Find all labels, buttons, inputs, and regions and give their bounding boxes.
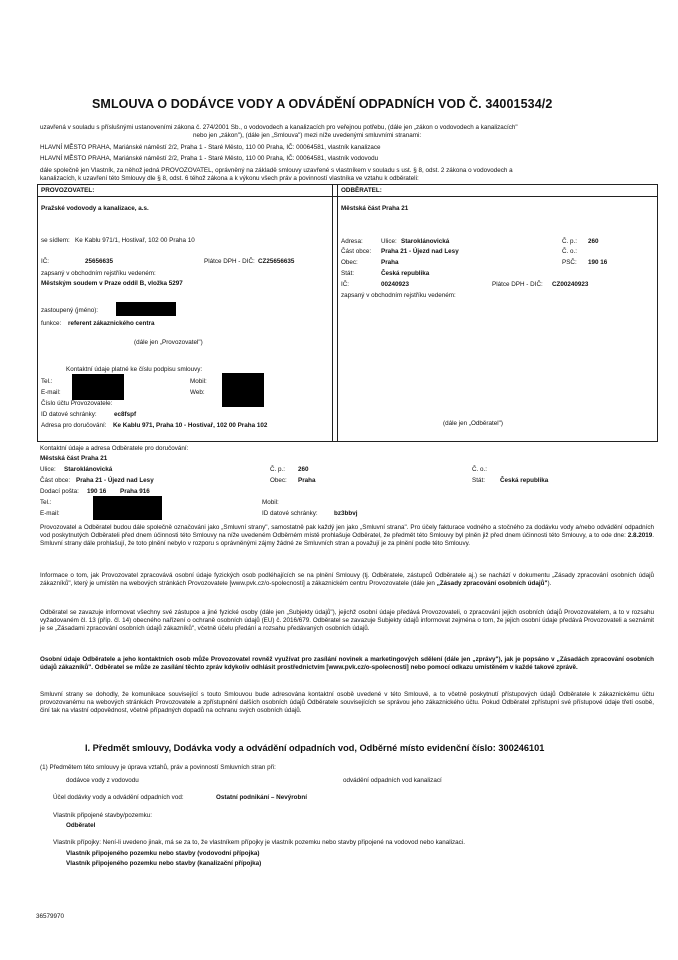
supply-water: dodávce vody z vodovodu [66,777,139,784]
customer-registry-label: zapsaný v obchodním rejstříku vedeném: [341,292,456,299]
customer-town-label: Obec: [341,259,358,266]
customer-dic: CZ00240923 [552,281,589,288]
delivery-part: Praha 21 - Újezd nad Lesy [76,477,154,484]
owner-sewer: HLAVNÍ MĚSTO PRAHA, Mariánské náměstí 2/2, Praha 1 - Staré Město, 110 00 Praha, IČ: 00064581, vlastník kanalizace [40,144,381,151]
delivery-tel-label: Tel.: [40,499,52,506]
provider-registry-label: zapsaný v obchodním rejstříku vedeném: [41,270,156,277]
provider-tel-label: Tel.: [41,378,53,385]
paragraph-parties: Provozovatel a Odběratel budou dále společně označováni jako „Smluvní strany", samostatně pak každý jen jako „Smluvní strana". Pro účely fakturace vodného a stočného za dodávku vody a/nebo odvádění odpadních vod poskytnutých Odběrateli před dnem účinnosti této Smlouvy na níže uvedeném Odběrném místě prohlašuje Odběratel, že předmět této Smlouvy byl plněn již před dnem účinnosti této Smlouvy, a to ode dne: 2.8.2019. Smluvní strany dále prohlašují, že toto plnění nebylo v rozporu s oprávněnými zájmy žádné ze Smluvních stran a považují je za plnění podle této Smlouvy. [40,524,654,547]
customer-dic-label: Plátce DPH - DIČ: [492,281,543,288]
customer-header: ODBĚRATEL: [341,187,382,194]
provider-dic: CZ25656635 [258,258,295,265]
customer-street: Staroklánovická [401,238,450,245]
delivery-state-label: Stát: [472,477,485,484]
provider-account-label: Číslo účtu Provozovatele: [41,400,113,407]
customer-cp-label: Č. p.: [562,238,578,245]
provider-name: Pražské vodovody a kanalizace, a.s. [41,205,149,212]
paragraph-data-subjects: Odběratel se zavazuje informovat všechny své zástupce a jiné fyzické osoby (dále jen „Subjekty údajů"), jejichž osobní údaje předává Provozovateli, o zpracování jejich osobních údajů Provozovatelem, a to v rozsahu vyžadovaném čl. 13 (příp. čl. 14) obecného nařízení o ochraně osobních údajů (EU) č. 2016/679. Odběratel se zavazuje Subjekty údajů informovat zejména o tom, že jejich osobní údaje předává Provozovateli a seznámit je se „Zásadami zpracování osobních údajů zákazníků", včetně účelu předání a rozsahu předávaných osobních údajů. [40,609,654,632]
delivery-mobile-label: Mobil: [262,499,279,506]
provider-delivery-label: Adresa pro doručování: [41,422,107,429]
delivery-street-label: Ulice: [40,466,56,473]
customer-ic: 00240923 [381,281,410,288]
owner-sewer-connection: Vlastník připojeného pozemku nebo stavby (kanalizační přípojka) [66,860,262,867]
provider-delivery: Ke Kablu 971, Praha 10 - Hostivař, 102 00 Praha 102 [113,422,268,429]
provider-seat: Ke Kablu 971/1, Hostivař, 102 00 Praha 10 [75,237,195,244]
delivery-cp: 260 [298,466,309,473]
delivery-post: 190 16 [87,488,107,495]
paragraph-privacy-info: Informace o tom, jak Provozovatel zpracovává osobní údaje fyzických osob podléhajících se na plnění Smlouvy (tj. Odběratele, zástupců Odběratele aj.) se nachází v dokumentu „Zásady zpracování osobních údajů zákazníků", který je umístěn na webových stránkách Provozovatele [www.pvk.cz/o-spolecnosti] a zákaznickém centru Provozovatele (dále jen „Zásady zpracování osobních údajů"). [40,572,654,587]
redacted-provider-web [222,393,264,407]
owners-note-1: dále společně jen Vlastník, za něhož jedná PROVOZOVATEL, oprávněný na základě smlouvy uzavřené s vlastníkem v souladu s ust. § 8, odst. 2 zákona o vodovodech a [40,167,513,174]
drain-water: odvádění odpadních vod kanalizací [343,777,442,784]
purpose-label: Účel dodávky vody a odvádění odpadních vod: [53,794,184,801]
customer-psc-label: PSČ: [562,259,577,266]
delivery-databox: bz3bbvj [334,510,358,517]
customer-co-label: Č. o.: [562,248,578,255]
redacted-provider-mobile [222,373,264,393]
customer-psc: 190 16 [588,259,608,266]
provider-rep-label: zastoupený (jméno): [41,307,99,314]
delivery-databox-label: ID datové schránky: [262,510,318,517]
provider-email-label: E-mail: [41,389,61,396]
footer-document-code: 36579970 [36,913,65,920]
owner-water: HLAVNÍ MĚSTO PRAHA, Mariánské náměstí 2/2, Praha 1 - Staré Město, 110 00 Praha, IČ: 00064581, vlastník vodovodu [40,155,379,162]
redacted-provider-tel [72,374,124,388]
provider-alias: (dále jen „Provozovatel") [134,339,203,346]
customer-town: Praha [381,259,399,266]
delivery-street: Staroklánovická [64,466,113,473]
delivery-name: Městská část Praha 21 [40,455,108,462]
provider-databox: ec8fspf [114,411,137,418]
provider-ic: 25656635 [85,258,114,265]
owners-note-2: kanalizacích, k uzavření této Smlouvy dle § 8, odst. 6 téhož zákona a k výkonu všech práv a povinností vlastníka ve vztahu k odběrateli: [40,175,419,182]
customer-cp: 260 [588,238,599,245]
customer-name: Městská část Praha 21 [341,205,409,212]
purpose-value: Ostatní podnikání – Nevýrobní [216,794,307,801]
customer-state-label: Stát: [341,270,354,277]
delivery-post-label: Dodací pošta: [40,488,79,495]
customer-part: Praha 21 - Újezd nad Lesy [381,248,459,255]
redacted-delivery-email [93,506,162,520]
delivery-town: Praha [298,477,316,484]
pipe-owner-label: Vlastník připojené stavby/pozemku: [53,812,153,819]
customer-address-label: Adresa: [341,238,363,245]
paragraph-communication: Smluvní strany se dohodly, že komunikace související s touto Smlouvou bude adresována kontaktní osobě uvedené v této Smlouvě, a to včetně poskytnutí přístupových údajů Odběratele k zákaznickému účtu provozovanému na webových stránkách Provozovatele a zpřístupnění dalších osobních údajů Odběratele souvisejících se správou jeho zákaznického účtu. Pokud Odběratel zpřístupní své přístupové údaje třetí osobě, činí tak na vlastní odpovědnost, včetně případných dopadů na ochranu svých osobních údajů. [40,691,654,714]
provider-function: referent zákaznického centra [68,320,155,327]
provider-databox-label: ID datové schránky: [41,411,97,418]
provider-contact-header: Kontaktní údaje platné ke číslu podpisu smlouvy: [66,366,203,373]
customer-part-label: Část obce: [341,248,372,255]
intro-line-2: nebo jen „zákon"), (dále jen „Smlouva") mezi níže uvedenými smluvními stranami: [193,132,422,139]
delivery-header: Kontaktní údaje a adresa Odběratele pro doručování: [40,445,189,452]
provider-ic-label: IČ: [41,258,50,265]
section-1-item-1: (1) Předmětem této smlouvy je úprava vztahů, práv a povinností Smluvních stran při: [40,764,276,771]
intro-line-1: uzavřená v souladu s příslušnými ustanoveními zákona č. 274/2001 Sb., o vodovodech a kanalizacích pro veřejnou potřebu, (dále jen „zákon o vodovodech a kanalizacích" [40,124,518,131]
document-title: SMLOUVA O DODÁVCE VODY A ODVÁDĚNÍ ODPADNÍCH VOD Č. 34001534/2 [92,97,553,111]
provider-web-label: Web: [190,389,205,396]
provider-header: PROVOZOVATEL: [41,187,95,194]
customer-alias: (dále jen „Odběratel") [443,420,503,427]
provider-seat-label: se sídlem: [41,237,70,244]
redacted-provider-email [72,387,124,400]
provider-mobile-label: Mobil: [190,378,207,385]
connection-owner-text: Vlastník přípojky: Není-li uvedeno jinak, má se za to, že vlastníkem přípojky je vlastník pozemku nebo stavby připojené na vodovod nebo kanalizaci. [53,839,465,846]
delivery-co-label: Č. o.: [472,466,488,473]
provider-registry: Městským soudem v Praze oddíl B, vložka 5297 [41,280,183,287]
delivery-part-label: Část obce: [40,477,71,484]
delivery-town-label: Obec: [270,477,287,484]
delivery-state: Česká republika [500,477,549,484]
paragraph-marketing: Osobní údaje Odběratele a jeho kontaktních osob může Provozovatel rovněž využívat pro zasílání novinek a marketingových sdělení (dále jen „zprávy"), jak je popsáno v „Zásadách zpracování osobních údajů zákazníků". Odběratel se může ze zasílání těchto zpráv kdykoliv odhlásit prostřednictvím [www.pvk.cz/o-spolecnosti] nebo pomocí odkazu umístěném v každé takové zprávě. [40,656,654,671]
section-1-heading: I. Předmět smlouvy, Dodávka vody a odvádění odpadních vod, Odběrné místo evidenční číslo: 300246101 [85,743,545,753]
redacted-rep-name [116,302,176,316]
customer-state: Česká republika [381,270,430,277]
delivery-email-label: E-mail: [40,510,60,517]
delivery-cp-label: Č. p.: [270,466,286,473]
customer-street-label: Ulice: [381,238,397,245]
customer-ic-label: IČ: [341,281,350,288]
provider-function-label: funkce: [41,320,62,327]
delivery-post-town: Praha 916 [120,488,150,495]
pipe-owner-value: Odběratel [66,822,96,829]
owner-water-connection: Vlastník připojeného pozemku nebo stavby (vodovodní přípojka) [66,850,260,857]
provider-dic-label: Plátce DPH - DIČ: [204,258,255,265]
